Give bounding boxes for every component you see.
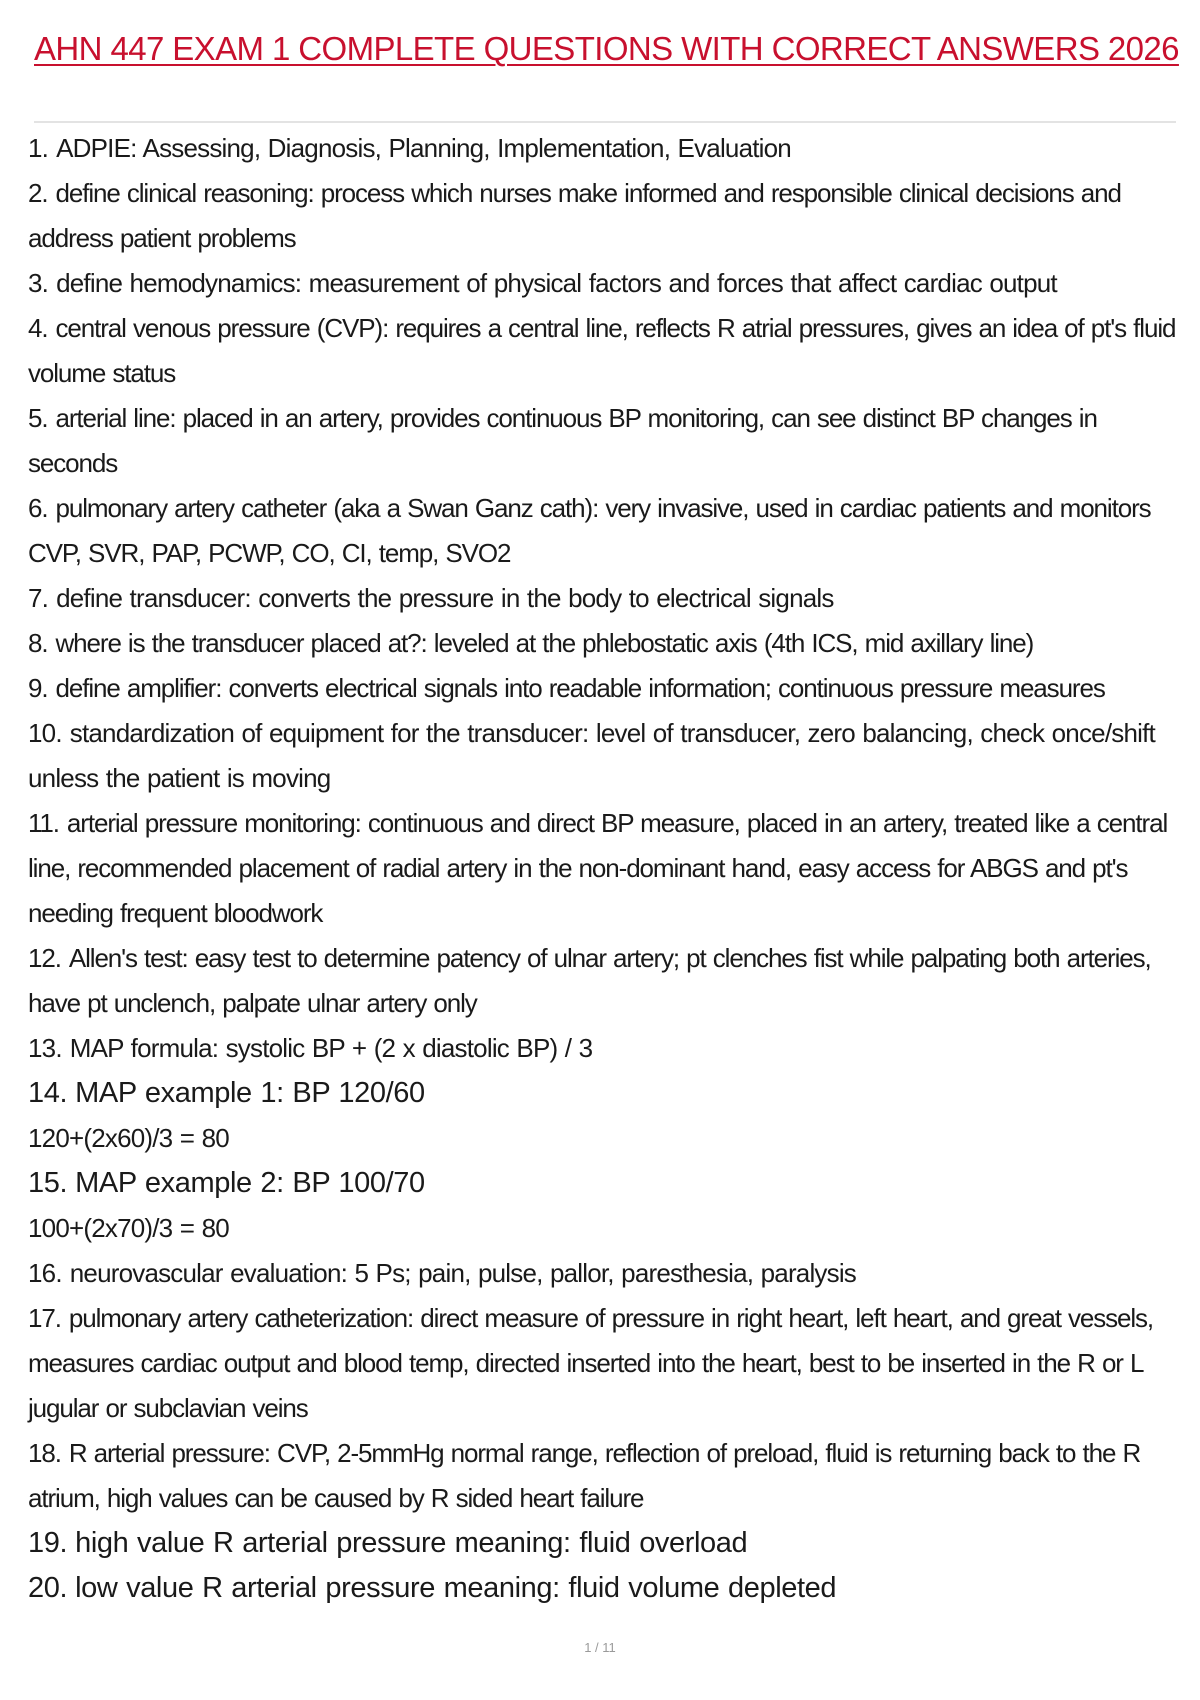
item-number: 18. (28, 1438, 61, 1468)
qa-item-6 (28, 486, 1178, 576)
qa-item-3 (28, 261, 1178, 306)
page-number: 1 / 11 (584, 1640, 616, 1655)
qa-item-4 (28, 306, 1178, 396)
item-number: 4. (28, 313, 48, 343)
item-text: MAP example 1: BP 120/60 (75, 1077, 425, 1109)
qa-item-9 (28, 666, 1178, 711)
title-divider (34, 121, 1176, 123)
item-text: define transducer: converts the pressure in the body to electrical signals (56, 583, 834, 613)
item-number: 11. (28, 808, 59, 838)
qa-item-17 (28, 1296, 1178, 1431)
item-text: MAP example 2: BP 100/70 (75, 1167, 425, 1199)
item-text: Allen's test: easy test to determine patency of ulnar artery; pt clenches fist while palpating both arteries, have pt unclench, palpate ulnar artery only (28, 943, 1151, 1018)
qa-item-20 (28, 1566, 1178, 1611)
item-text: arterial pressure monitoring: continuous and direct BP measure, placed in an artery, treated like a central line, recommended placement of radial artery in the non-dominant hand, easy access for ABGS and pt's needing frequent bloodwork (28, 808, 1168, 928)
item-text: standardization of equipment for the transducer: level of transducer, zero balancing, check once/shift unless the patient is moving (28, 718, 1155, 793)
item-number: 13. (28, 1033, 62, 1063)
item-number: 14. (28, 1077, 68, 1109)
qa-item-11 (28, 801, 1178, 936)
item-text: neurovascular evaluation: 5 Ps; pain, pulse, pallor, paresthesia, paralysis (69, 1258, 857, 1288)
qa-item-19 (28, 1521, 1178, 1566)
qa-item-14 (28, 1071, 1178, 1161)
qa-item-12 (28, 936, 1178, 1026)
item-number: 9. (28, 673, 48, 703)
item-text: pulmonary artery catheterization: direct measure of pressure in right heart, left heart, and great vessels, measures cardiac output and blood temp, directed inserted into the heart, best to be inserted in the R or L jugular or subclavian veins (28, 1303, 1154, 1423)
item-text: central venous pressure (CVP): requires a central line, reflects R atrial pressures, gives an idea of pt's fluid volume status (28, 313, 1176, 388)
item-number: 10. (28, 718, 62, 748)
item-calculation: 100+(2x70)/3 = 80 (28, 1213, 229, 1243)
qa-item-2 (28, 171, 1178, 261)
item-text: define hemodynamics: measurement of physical factors and forces that affect cardiac output (56, 268, 1057, 298)
item-number: 17. (28, 1303, 61, 1333)
item-number: 8. (28, 628, 48, 658)
item-number: 15. (28, 1167, 68, 1199)
item-text: R arterial pressure: CVP, 2-5mmHg normal range, reflection of preload, fluid is returning back to the R atrium, high values can be caused by R sided heart failure (28, 1438, 1141, 1513)
item-number: 3. (28, 268, 49, 298)
qa-item-16 (28, 1251, 1178, 1296)
item-text: high value R arterial pressure meaning: fluid overload (75, 1527, 748, 1559)
item-text: ADPIE: Assessing, Diagnosis, Planning, Implementation, Evaluation (56, 133, 791, 163)
qa-item-15 (28, 1161, 1178, 1251)
item-text: where is the transducer placed at?: leveled at the phlebostatic axis (4th ICS, mid axillary line) (55, 628, 1034, 658)
qa-list (28, 126, 1178, 1611)
item-number: 16. (28, 1258, 62, 1288)
qa-item-1 (28, 126, 1178, 171)
item-number: 19. (28, 1527, 68, 1559)
item-text: low value R arterial pressure meaning: fluid volume depleted (75, 1572, 837, 1604)
item-number: 5. (28, 403, 48, 433)
qa-item-13 (28, 1026, 1178, 1071)
item-text: define amplifier: converts electrical signals into readable information; continuous pressure measures (55, 673, 1105, 703)
qa-item-18 (28, 1431, 1178, 1521)
item-number: 2. (28, 178, 48, 208)
qa-item-8 (28, 621, 1178, 666)
item-text: arterial line: placed in an artery, provides continuous BP monitoring, can see distinct BP changes in seconds (28, 403, 1097, 478)
item-text: pulmonary artery catheter (aka a Swan Ganz cath): very invasive, used in cardiac patients and monitors CVP, SVR, PAP, PCWP, CO, CI, temp, SVO2 (28, 493, 1151, 568)
qa-item-10 (28, 711, 1178, 801)
qa-item-5 (28, 396, 1178, 486)
item-number: 12. (28, 943, 61, 973)
item-calculation: 120+(2x60)/3 = 80 (28, 1123, 229, 1153)
item-text: MAP formula: systolic BP + (2 x diastolic BP) / 3 (69, 1033, 593, 1063)
item-number: 6. (28, 493, 48, 523)
document-title: AHN 447 EXAM 1 COMPLETE QUESTIONS WITH CORRECT ANSWERS 2026 (34, 30, 1179, 67)
item-number: 7. (28, 583, 49, 613)
item-text: define clinical reasoning: process which nurses make informed and responsible clinical decisions and address patient problems (28, 178, 1121, 253)
qa-item-7 (28, 576, 1178, 621)
item-number: 1. (28, 133, 49, 163)
item-number: 20. (28, 1572, 68, 1604)
